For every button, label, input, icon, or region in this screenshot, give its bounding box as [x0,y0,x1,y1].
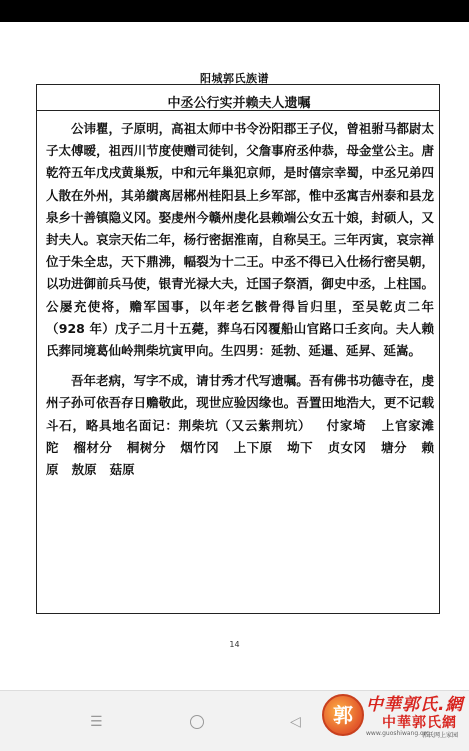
testament-text: 吾年老病，写字不成，请甘秀才代写遗嘱。吾有佛书功德寺在，虔州子孙可依吾存日赡敬此，现世应验因缘也。吾置田地浩大，更不记载斗石，略具地名面记： [46,373,434,433]
place-name: 坳下 [287,439,314,455]
document-body [46,118,434,481]
document-frame [36,84,440,614]
place-name: 敖原 [71,462,97,478]
seal-icon: 郭 [322,694,364,736]
menu-icon[interactable]: ☰ [90,714,103,730]
place-name: 榴材分 [73,439,113,455]
place-name: 贞女冈 [327,439,367,455]
place-name: 上下原 [233,439,273,455]
place-name: 桐树分 [126,439,166,455]
watermark-main-text: 中華郭氏.網 [366,695,464,715]
title-divider [37,110,439,111]
watermark-tagline: 郭氏网上家园 [422,732,459,739]
document-title: 中丞公行实并赖夫人遗嘱 [167,96,311,111]
paragraph-biography: 公讳瞿，子原明，高祖太师中书令汾阳郡王子仪，曾祖驸马都尉太子太傅暧，祖西川节度使赠司徒钊，父詹事府丞仲恭，母金堂公主。唐乾符五年戊戌黄巢叛，中和元年巢犯京师，是时僖宗幸蜀，中丞兄弟四人散在外州，其弟纉离居郴州桂阳县上乡军部，惟中丞寓吉州泰和县龙泉乡十善镇隐义冈。娶虔州今赣州虔化县赖端公女五十娘，封硕人，又封夫人。哀宗天佑二年，杨行密据淮南，自称吴王。三年丙寅，哀宗禅位于朱全忠，天下鼎沸，幅裂为十二王。中丞不得已入仕杨行密吴朝，以功进御前兵马使，银青光禄大夫，迁国子祭酒，御史中丞，上柱国。公屡充使将，赡军国事，以年老乞骸骨得旨归里，至吴乾贞二年（928 年）戊子二月十五薨，葬乌石冈覆船山官路口壬亥向。夫人赖氏葬同境葛仙岭荆柴坑寅甲向。生四男：延勃、延暹、延昇、延嵩。 [46,121,434,359]
place-name: 荆柴坑（又云紫荆坑） [178,417,312,433]
page-number: 14 [229,640,240,649]
home-icon[interactable] [190,715,204,729]
place-name: 塘分 [381,439,407,455]
place-name: 烟竹冈 [180,439,220,455]
place-name: 上官家滩陀 [46,417,434,455]
back-icon[interactable]: ◁ [290,714,301,730]
watermark-url: www.guoshiwang.org [366,730,430,737]
place-name: 赖原 [46,439,434,478]
place-name: 付家埼 [326,417,367,433]
paragraph-testament [46,370,434,481]
status-bar [0,0,469,22]
site-watermark-logo [322,688,467,744]
book-header: 阳城郭氏族谱 [200,72,269,85]
place-name: 菇原 [109,462,135,478]
watermark-sub-text: 中華郭氏網 [382,715,457,731]
